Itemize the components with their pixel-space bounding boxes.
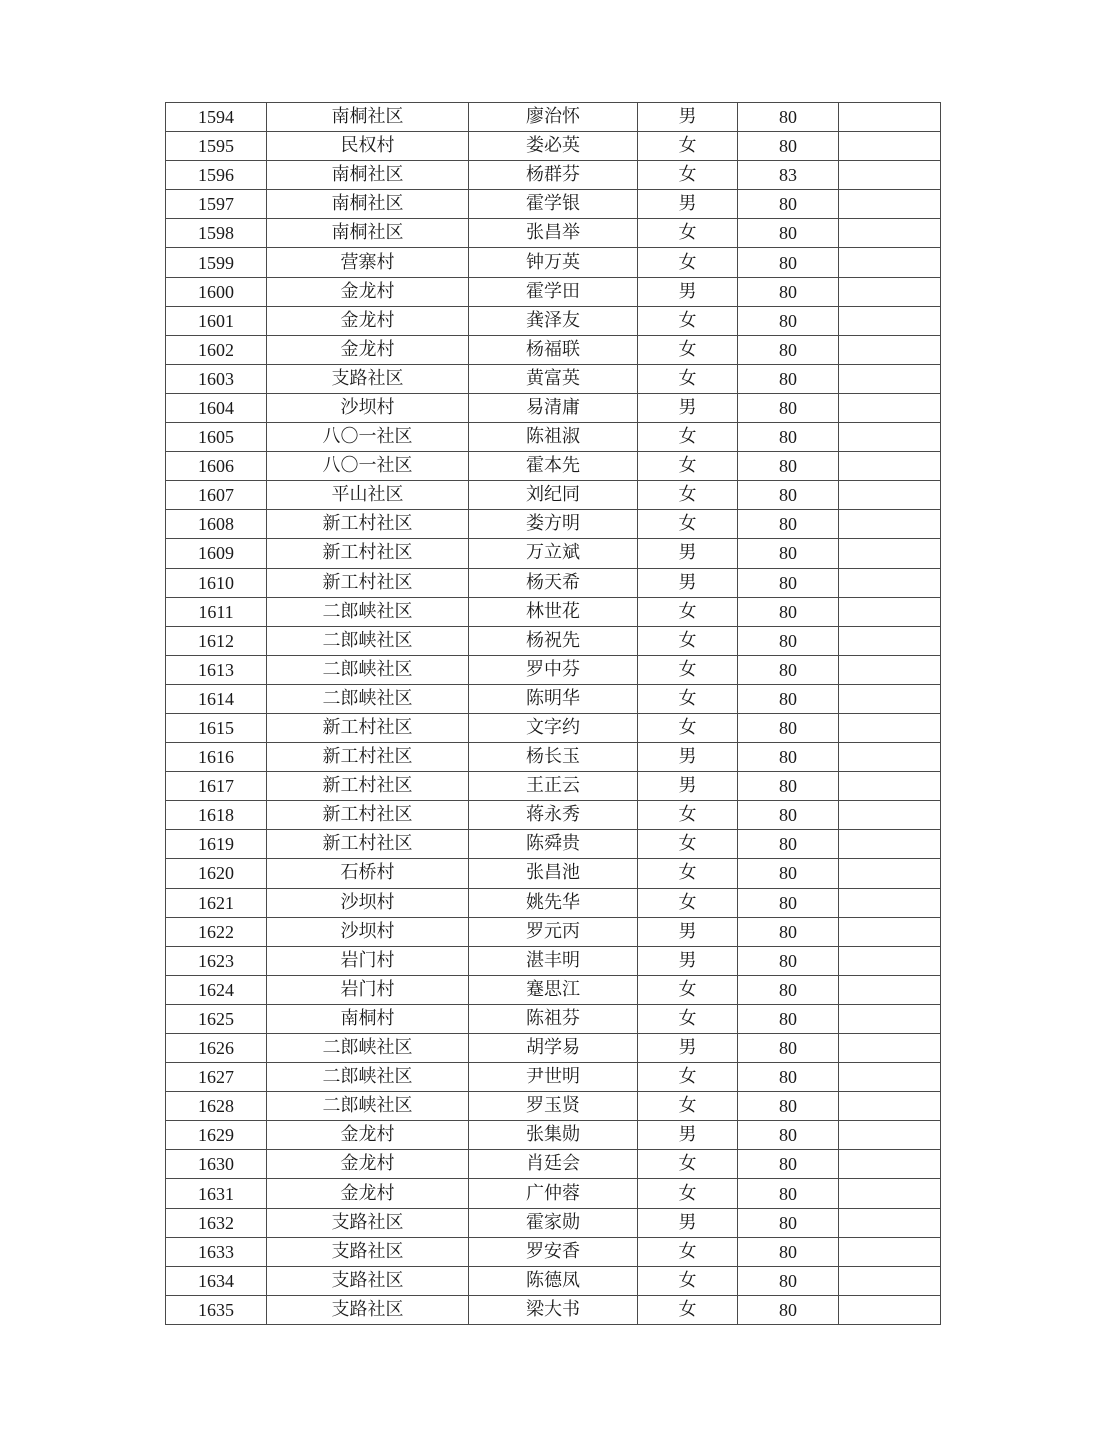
- note-cell: [839, 888, 941, 917]
- name-cell: 梁大书: [469, 1295, 638, 1324]
- community-cell: 新工村社区: [267, 801, 469, 830]
- table-row: [166, 277, 941, 306]
- note-cell: [839, 481, 941, 510]
- community-cell: 新工村社区: [267, 568, 469, 597]
- community-cell: 沙坝村: [267, 393, 469, 422]
- note-cell: [839, 626, 941, 655]
- table-row: [166, 306, 941, 335]
- age-cell: 80: [738, 743, 839, 772]
- note-cell: [839, 1295, 941, 1324]
- serial-number-cell: 1631: [166, 1179, 267, 1208]
- gender-cell: 女: [638, 597, 738, 626]
- community-cell: 支路社区: [267, 1295, 469, 1324]
- age-cell: 80: [738, 510, 839, 539]
- name-cell: 刘纪同: [469, 481, 638, 510]
- note-cell: [839, 452, 941, 481]
- serial-number-cell: 1607: [166, 481, 267, 510]
- age-cell: 80: [738, 684, 839, 713]
- table-row: [166, 1179, 941, 1208]
- serial-number-cell: 1612: [166, 626, 267, 655]
- gender-cell: 女: [638, 1150, 738, 1179]
- gender-cell: 男: [638, 1034, 738, 1063]
- name-cell: 张昌举: [469, 219, 638, 248]
- community-cell: 新工村社区: [267, 830, 469, 859]
- age-cell: 80: [738, 888, 839, 917]
- gender-cell: 女: [638, 684, 738, 713]
- age-cell: 80: [738, 1063, 839, 1092]
- gender-cell: 女: [638, 859, 738, 888]
- note-cell: [839, 423, 941, 452]
- table-row: [166, 452, 941, 481]
- age-cell: 80: [738, 306, 839, 335]
- table-row: [166, 423, 941, 452]
- name-cell: 姚先华: [469, 888, 638, 917]
- community-cell: 金龙村: [267, 277, 469, 306]
- serial-number-cell: 1609: [166, 539, 267, 568]
- gender-cell: 女: [638, 452, 738, 481]
- community-cell: 平山社区: [267, 481, 469, 510]
- name-cell: 陈舜贵: [469, 830, 638, 859]
- age-cell: 80: [738, 277, 839, 306]
- gender-cell: 男: [638, 190, 738, 219]
- serial-number-cell: 1629: [166, 1121, 267, 1150]
- note-cell: [839, 713, 941, 742]
- community-cell: 金龙村: [267, 1150, 469, 1179]
- name-cell: 林世花: [469, 597, 638, 626]
- gender-cell: 女: [638, 1004, 738, 1033]
- table-row: [166, 481, 941, 510]
- community-cell: 沙坝村: [267, 917, 469, 946]
- name-cell: 霍学银: [469, 190, 638, 219]
- note-cell: [839, 597, 941, 626]
- gender-cell: 男: [638, 103, 738, 132]
- serial-number-cell: 1594: [166, 103, 267, 132]
- gender-cell: 女: [638, 161, 738, 190]
- community-cell: 二郎峡社区: [267, 597, 469, 626]
- age-cell: 80: [738, 1179, 839, 1208]
- age-cell: 80: [738, 946, 839, 975]
- age-cell: 80: [738, 481, 839, 510]
- age-cell: 80: [738, 423, 839, 452]
- serial-number-cell: 1633: [166, 1237, 267, 1266]
- table-row: [166, 801, 941, 830]
- table-row: [166, 975, 941, 1004]
- table-row: [166, 888, 941, 917]
- gender-cell: 女: [638, 801, 738, 830]
- note-cell: [839, 946, 941, 975]
- note-cell: [839, 917, 941, 946]
- age-cell: 80: [738, 1208, 839, 1237]
- age-cell: 83: [738, 161, 839, 190]
- age-cell: 80: [738, 1121, 839, 1150]
- age-cell: 80: [738, 597, 839, 626]
- community-cell: 南桐村: [267, 1004, 469, 1033]
- name-cell: 肖廷会: [469, 1150, 638, 1179]
- serial-number-cell: 1617: [166, 772, 267, 801]
- name-cell: 蒋永秀: [469, 801, 638, 830]
- age-cell: 80: [738, 1034, 839, 1063]
- serial-number-cell: 1628: [166, 1092, 267, 1121]
- name-cell: 罗元丙: [469, 917, 638, 946]
- serial-number-cell: 1622: [166, 917, 267, 946]
- serial-number-cell: 1599: [166, 248, 267, 277]
- age-cell: 80: [738, 364, 839, 393]
- community-cell: 支路社区: [267, 1237, 469, 1266]
- community-cell: 新工村社区: [267, 743, 469, 772]
- community-cell: 岩门村: [267, 946, 469, 975]
- note-cell: [839, 859, 941, 888]
- community-cell: 新工村社区: [267, 772, 469, 801]
- age-cell: 80: [738, 452, 839, 481]
- name-cell: 杨长玉: [469, 743, 638, 772]
- gender-cell: 男: [638, 568, 738, 597]
- serial-number-cell: 1632: [166, 1208, 267, 1237]
- gender-cell: 女: [638, 481, 738, 510]
- gender-cell: 女: [638, 335, 738, 364]
- name-cell: 万立斌: [469, 539, 638, 568]
- note-cell: [839, 1092, 941, 1121]
- gender-cell: 女: [638, 248, 738, 277]
- community-cell: 民权村: [267, 132, 469, 161]
- table-row: [166, 364, 941, 393]
- note-cell: [839, 393, 941, 422]
- gender-cell: 女: [638, 1237, 738, 1266]
- table-row: [166, 219, 941, 248]
- name-cell: 娄必英: [469, 132, 638, 161]
- serial-number-cell: 1611: [166, 597, 267, 626]
- note-cell: [839, 364, 941, 393]
- note-cell: [839, 1208, 941, 1237]
- name-cell: 广仲蓉: [469, 1179, 638, 1208]
- serial-number-cell: 1595: [166, 132, 267, 161]
- gender-cell: 女: [638, 888, 738, 917]
- community-cell: 二郎峡社区: [267, 655, 469, 684]
- serial-number-cell: 1610: [166, 568, 267, 597]
- note-cell: [839, 539, 941, 568]
- gender-cell: 男: [638, 1121, 738, 1150]
- note-cell: [839, 975, 941, 1004]
- name-cell: 娄方明: [469, 510, 638, 539]
- table-row: [166, 1150, 941, 1179]
- serial-number-cell: 1625: [166, 1004, 267, 1033]
- community-cell: 沙坝村: [267, 888, 469, 917]
- name-cell: 廖治怀: [469, 103, 638, 132]
- table-row: [166, 597, 941, 626]
- note-cell: [839, 743, 941, 772]
- age-cell: 80: [738, 393, 839, 422]
- age-cell: 80: [738, 190, 839, 219]
- name-cell: 尹世明: [469, 1063, 638, 1092]
- table-row: [166, 1237, 941, 1266]
- community-cell: 南桐社区: [267, 103, 469, 132]
- community-cell: 支路社区: [267, 1208, 469, 1237]
- community-cell: 二郎峡社区: [267, 1034, 469, 1063]
- serial-number-cell: 1600: [166, 277, 267, 306]
- gender-cell: 女: [638, 132, 738, 161]
- note-cell: [839, 1150, 941, 1179]
- note-cell: [839, 1004, 941, 1033]
- name-cell: 张昌池: [469, 859, 638, 888]
- serial-number-cell: 1604: [166, 393, 267, 422]
- age-cell: 80: [738, 1237, 839, 1266]
- note-cell: [839, 132, 941, 161]
- table-row: [166, 859, 941, 888]
- gender-cell: 男: [638, 946, 738, 975]
- name-cell: 易清庸: [469, 393, 638, 422]
- note-cell: [839, 568, 941, 597]
- note-cell: [839, 190, 941, 219]
- table-row: [166, 248, 941, 277]
- serial-number-cell: 1603: [166, 364, 267, 393]
- note-cell: [839, 103, 941, 132]
- community-cell: 支路社区: [267, 364, 469, 393]
- gender-cell: 男: [638, 772, 738, 801]
- note-cell: [839, 830, 941, 859]
- community-cell: 新工村社区: [267, 539, 469, 568]
- name-cell: 胡学易: [469, 1034, 638, 1063]
- serial-number-cell: 1627: [166, 1063, 267, 1092]
- gender-cell: 女: [638, 830, 738, 859]
- serial-number-cell: 1598: [166, 219, 267, 248]
- age-cell: 80: [738, 917, 839, 946]
- table-row: [166, 161, 941, 190]
- community-cell: 南桐社区: [267, 161, 469, 190]
- note-cell: [839, 219, 941, 248]
- serial-number-cell: 1634: [166, 1266, 267, 1295]
- note-cell: [839, 655, 941, 684]
- age-cell: 80: [738, 859, 839, 888]
- document-page: [165, 102, 940, 1325]
- community-cell: 二郎峡社区: [267, 626, 469, 655]
- age-cell: 80: [738, 1150, 839, 1179]
- name-cell: 霍家勋: [469, 1208, 638, 1237]
- serial-number-cell: 1624: [166, 975, 267, 1004]
- age-cell: 80: [738, 1295, 839, 1324]
- community-cell: 新工村社区: [267, 510, 469, 539]
- table-row: [166, 655, 941, 684]
- gender-cell: 女: [638, 1179, 738, 1208]
- name-cell: 罗安香: [469, 1237, 638, 1266]
- table-row: [166, 568, 941, 597]
- note-cell: [839, 1121, 941, 1150]
- table-row: [166, 1266, 941, 1295]
- community-cell: 金龙村: [267, 335, 469, 364]
- note-cell: [839, 277, 941, 306]
- name-cell: 杨天希: [469, 568, 638, 597]
- name-cell: 蹇思江: [469, 975, 638, 1004]
- serial-number-cell: 1615: [166, 713, 267, 742]
- gender-cell: 男: [638, 917, 738, 946]
- community-cell: 营寨村: [267, 248, 469, 277]
- community-cell: 支路社区: [267, 1266, 469, 1295]
- community-cell: 南桐社区: [267, 219, 469, 248]
- table-row: [166, 132, 941, 161]
- name-cell: 霍本先: [469, 452, 638, 481]
- note-cell: [839, 1063, 941, 1092]
- gender-cell: 男: [638, 277, 738, 306]
- table-row: [166, 946, 941, 975]
- name-cell: 湛丰明: [469, 946, 638, 975]
- serial-number-cell: 1608: [166, 510, 267, 539]
- note-cell: [839, 1266, 941, 1295]
- table-row: [166, 103, 941, 132]
- name-cell: 陈明华: [469, 684, 638, 713]
- table-row: [166, 510, 941, 539]
- table-row: [166, 1004, 941, 1033]
- serial-number-cell: 1630: [166, 1150, 267, 1179]
- name-cell: 文字约: [469, 713, 638, 742]
- serial-number-cell: 1635: [166, 1295, 267, 1324]
- table-row: [166, 917, 941, 946]
- community-cell: 南桐社区: [267, 190, 469, 219]
- note-cell: [839, 161, 941, 190]
- note-cell: [839, 306, 941, 335]
- note-cell: [839, 1034, 941, 1063]
- age-cell: 80: [738, 772, 839, 801]
- name-cell: 霍学田: [469, 277, 638, 306]
- gender-cell: 女: [638, 626, 738, 655]
- roster-table-body: [166, 103, 941, 1325]
- serial-number-cell: 1596: [166, 161, 267, 190]
- gender-cell: 男: [638, 539, 738, 568]
- name-cell: 陈祖淑: [469, 423, 638, 452]
- serial-number-cell: 1621: [166, 888, 267, 917]
- table-row: [166, 1208, 941, 1237]
- gender-cell: 男: [638, 1208, 738, 1237]
- name-cell: 杨福联: [469, 335, 638, 364]
- name-cell: 陈德凤: [469, 1266, 638, 1295]
- community-cell: 二郎峡社区: [267, 1063, 469, 1092]
- age-cell: 80: [738, 103, 839, 132]
- age-cell: 80: [738, 801, 839, 830]
- note-cell: [839, 772, 941, 801]
- serial-number-cell: 1614: [166, 684, 267, 713]
- community-cell: 新工村社区: [267, 713, 469, 742]
- gender-cell: 女: [638, 1295, 738, 1324]
- age-cell: 80: [738, 975, 839, 1004]
- name-cell: 黄富英: [469, 364, 638, 393]
- name-cell: 张集勋: [469, 1121, 638, 1150]
- table-row: [166, 743, 941, 772]
- age-cell: 80: [738, 219, 839, 248]
- gender-cell: 女: [638, 510, 738, 539]
- gender-cell: 男: [638, 393, 738, 422]
- serial-number-cell: 1606: [166, 452, 267, 481]
- table-row: [166, 830, 941, 859]
- community-cell: 八〇一社区: [267, 452, 469, 481]
- gender-cell: 女: [638, 364, 738, 393]
- note-cell: [839, 510, 941, 539]
- community-cell: 金龙村: [267, 1121, 469, 1150]
- table-row: [166, 1092, 941, 1121]
- age-cell: 80: [738, 626, 839, 655]
- age-cell: 80: [738, 830, 839, 859]
- community-cell: 二郎峡社区: [267, 1092, 469, 1121]
- gender-cell: 女: [638, 975, 738, 1004]
- table-row: [166, 190, 941, 219]
- note-cell: [839, 801, 941, 830]
- community-cell: 金龙村: [267, 1179, 469, 1208]
- name-cell: 罗玉贤: [469, 1092, 638, 1121]
- table-row: [166, 1034, 941, 1063]
- table-row: [166, 1121, 941, 1150]
- serial-number-cell: 1613: [166, 655, 267, 684]
- table-row: [166, 393, 941, 422]
- table-row: [166, 772, 941, 801]
- gender-cell: 女: [638, 423, 738, 452]
- gender-cell: 女: [638, 1063, 738, 1092]
- name-cell: 罗中芬: [469, 655, 638, 684]
- serial-number-cell: 1616: [166, 743, 267, 772]
- age-cell: 80: [738, 248, 839, 277]
- gender-cell: 女: [638, 219, 738, 248]
- age-cell: 80: [738, 1004, 839, 1033]
- serial-number-cell: 1602: [166, 335, 267, 364]
- note-cell: [839, 335, 941, 364]
- age-cell: 80: [738, 1092, 839, 1121]
- table-row: [166, 539, 941, 568]
- age-cell: 80: [738, 713, 839, 742]
- name-cell: 杨祝先: [469, 626, 638, 655]
- community-cell: 二郎峡社区: [267, 684, 469, 713]
- serial-number-cell: 1620: [166, 859, 267, 888]
- name-cell: 钟万英: [469, 248, 638, 277]
- community-cell: 金龙村: [267, 306, 469, 335]
- roster-table: [165, 102, 941, 1325]
- age-cell: 80: [738, 1266, 839, 1295]
- serial-number-cell: 1597: [166, 190, 267, 219]
- gender-cell: 女: [638, 1266, 738, 1295]
- note-cell: [839, 684, 941, 713]
- name-cell: 王正云: [469, 772, 638, 801]
- table-row: [166, 684, 941, 713]
- age-cell: 80: [738, 335, 839, 364]
- name-cell: 陈祖芬: [469, 1004, 638, 1033]
- serial-number-cell: 1623: [166, 946, 267, 975]
- note-cell: [839, 248, 941, 277]
- serial-number-cell: 1601: [166, 306, 267, 335]
- table-row: [166, 713, 941, 742]
- name-cell: 龚泽友: [469, 306, 638, 335]
- serial-number-cell: 1618: [166, 801, 267, 830]
- gender-cell: 女: [638, 1092, 738, 1121]
- note-cell: [839, 1179, 941, 1208]
- gender-cell: 男: [638, 743, 738, 772]
- gender-cell: 女: [638, 713, 738, 742]
- table-row: [166, 1295, 941, 1324]
- name-cell: 杨群芬: [469, 161, 638, 190]
- serial-number-cell: 1619: [166, 830, 267, 859]
- gender-cell: 女: [638, 306, 738, 335]
- age-cell: 80: [738, 539, 839, 568]
- community-cell: 石桥村: [267, 859, 469, 888]
- gender-cell: 女: [638, 655, 738, 684]
- table-row: [166, 335, 941, 364]
- age-cell: 80: [738, 132, 839, 161]
- age-cell: 80: [738, 568, 839, 597]
- serial-number-cell: 1605: [166, 423, 267, 452]
- community-cell: 岩门村: [267, 975, 469, 1004]
- table-row: [166, 626, 941, 655]
- table-row: [166, 1063, 941, 1092]
- age-cell: 80: [738, 655, 839, 684]
- serial-number-cell: 1626: [166, 1034, 267, 1063]
- note-cell: [839, 1237, 941, 1266]
- community-cell: 八〇一社区: [267, 423, 469, 452]
